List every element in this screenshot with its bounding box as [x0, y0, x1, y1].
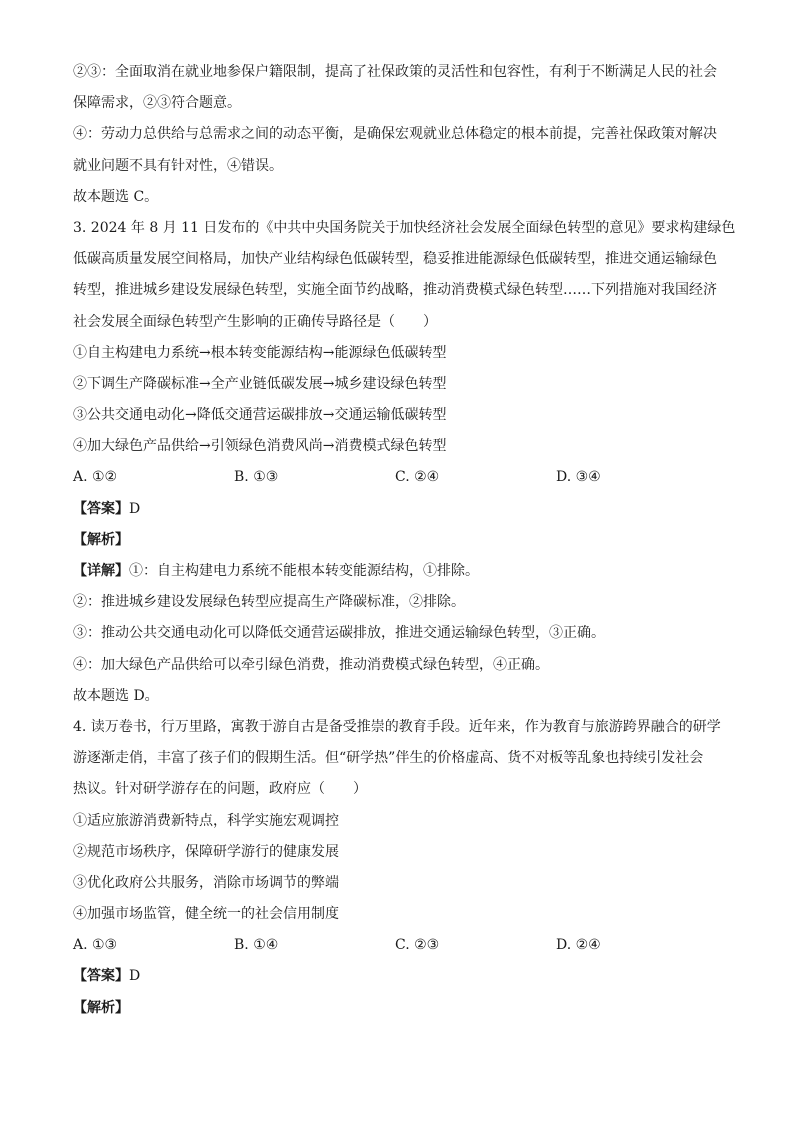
- q4-option-c: C. ②③: [395, 937, 440, 954]
- detail-text: ①：自主构建电力系统不能根本转变能源结构，①排除。: [129, 563, 479, 579]
- q3-detail-line: ④：加大绿色产品供给可以牵引绿色消费，推动消费模式绿色转型，④正确。: [73, 656, 549, 673]
- q3-stem-line: 低碳高质量发展空间格局，加快产业结构绿色低碳转型，稳妥推进能源绿色低碳转型，推进交通运输绿色: [73, 251, 717, 268]
- q3-item: ①自主构建电力系统→根本转变能源结构→能源绿色低碳转型: [73, 344, 447, 361]
- q3-option-d: D. ③④: [556, 469, 601, 486]
- text-line: 保障需求，②③符合题意。: [73, 95, 241, 112]
- answer-tag: 【答案】: [73, 968, 129, 985]
- detail-tag: 【详解】: [73, 563, 129, 579]
- q3-detail-line: ②：推进城乡建设发展绿色转型应提高生产降碳标准，②排除。: [73, 594, 465, 611]
- text-line: ②③：全面取消在就业地参保户籍限制，提高了社保政策的灵活性和包容性，有利于不断满足人民的社会: [73, 64, 717, 80]
- q3-option-b: B. ①③: [234, 469, 279, 486]
- q4-stem-line: 4. 读万卷书，行万里路，寓教于游自古是备受推崇的教育手段。近年来，作为教育与旅游跨界融合的研学: [73, 718, 721, 735]
- q4-options: [73, 935, 723, 955]
- q3-options: [73, 467, 723, 487]
- q3-item: ④加大绿色产品供给→引领绿色消费风尚→消费模式绿色转型: [73, 438, 447, 455]
- q4-stem-line: 热议。针对研学游存在的问题，政府应（ ）: [73, 781, 367, 798]
- q3-detail-line: [73, 561, 723, 581]
- q3-option-c: C. ②④: [395, 469, 440, 486]
- answer-value: D: [129, 968, 141, 985]
- q4-option-a: A. ①③: [73, 937, 118, 954]
- q3-item: ②下调生产降碳标准→全产业链低碳发展→城乡建设绿色转型: [73, 375, 447, 392]
- q3-item: ③公共交通电动化→降低交通营运碳排放→交通运输低碳转型: [73, 407, 447, 424]
- q4-option-b: B. ①④: [234, 937, 279, 954]
- q4-answer: [73, 966, 723, 986]
- text-line: ④：劳动力总供给与总需求之间的动态平衡，是确保宏观就业总体稳定的根本前提，完善社保政策对解决: [73, 126, 717, 143]
- analysis-tag: 【解析】: [73, 999, 129, 1016]
- q3-stem-line: 3. 2024 年 8 月 11 日发布的《中共中央国务院关于加快经济社会发展全面绿色转型的意见》要求构建绿色: [73, 219, 736, 236]
- q3-detail-line: 故本题选 D。: [73, 687, 159, 704]
- q4-item: ①适应旅游消费新特点，科学实施宏观调控: [73, 812, 339, 829]
- q4-item: ④加强市场监管，健全统一的社会信用制度: [73, 906, 339, 923]
- q3-detail-line: ③：推动公共交通电动化可以降低交通营运碳排放，推进交通运输绿色转型，③正确。: [73, 625, 605, 642]
- text-line: 就业问题不具有针对性，④错误。: [73, 157, 283, 174]
- q3-analysis: [73, 530, 723, 550]
- q4-option-d: D. ②④: [556, 937, 601, 954]
- q4-item: ②规范市场秩序，保障研学游行的健康发展: [73, 843, 339, 860]
- q3-option-a: A. ①②: [73, 469, 118, 486]
- answer-value: D: [129, 500, 141, 517]
- q3-answer: [73, 499, 723, 519]
- q3-stem-line: 社会发展全面绿色转型产生影响的正确传导路径是（ ）: [73, 313, 437, 330]
- q4-item: ③优化政府公共服务，消除市场调节的弊端: [73, 874, 339, 891]
- answer-tag: 【答案】: [73, 500, 129, 517]
- q4-stem-line: 游逐渐走俏，丰富了孩子们的假期生活。但“研学热”伴生的价格虚高、货不对板等乱象也持续引发社会: [73, 750, 704, 767]
- text-line: 故本题选 C。: [73, 188, 159, 205]
- document-page: [73, 62, 736, 1029]
- analysis-tag: 【解析】: [73, 531, 129, 548]
- q4-analysis: [73, 998, 723, 1018]
- q3-stem-line: 转型，推进城乡建设发展绿色转型，实施全面节约战略，推动消费模式绿色转型……下列措施对我国经济: [73, 282, 717, 299]
